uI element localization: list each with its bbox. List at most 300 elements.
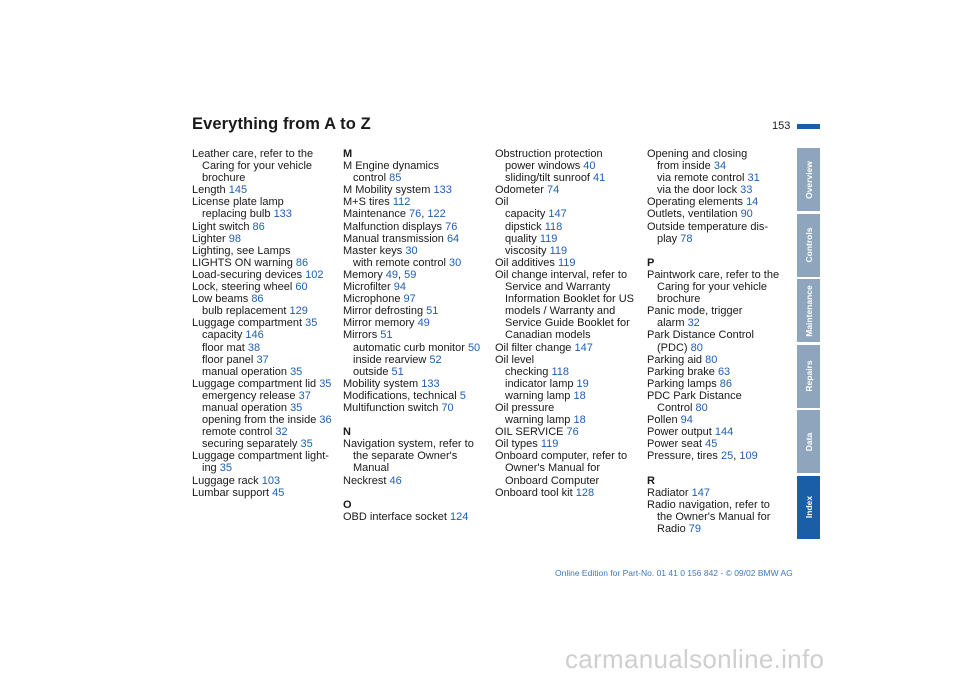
index-entry-text: models / Warranty and — [505, 305, 616, 318]
index-entry — [647, 208, 779, 220]
page-ref-link[interactable]: 5 — [459, 389, 466, 402]
page-ref-link[interactable]: 103 — [261, 474, 281, 487]
tab-label: Overview — [803, 160, 814, 199]
index-letter-heading — [343, 148, 480, 160]
index-entry — [495, 342, 634, 354]
page-ref-link[interactable]: 76 — [409, 208, 422, 221]
index-entry — [343, 184, 480, 196]
index-entry-text: Oil — [495, 196, 509, 209]
page-number-bar — [797, 124, 820, 129]
index-entry — [343, 462, 480, 474]
page-ref-link[interactable]: 133 — [273, 208, 292, 221]
index-entry-text: LIGHTS ON warning — [192, 256, 296, 269]
index-column-4 — [647, 148, 779, 535]
index-entry — [192, 172, 332, 184]
index-entry-text: Navigation system, refer to — [343, 438, 474, 451]
index-entry — [495, 378, 634, 390]
index-entry-text: Malfunction displays — [343, 220, 446, 233]
page-ref-link[interactable]: 86 — [251, 293, 264, 306]
index-entry-text: Operating elements — [647, 196, 747, 209]
index-entry — [647, 281, 779, 293]
index-entry — [192, 281, 332, 293]
index-entry-text: viscosity — [505, 244, 550, 257]
index-entry-text: Modifications, technical — [343, 389, 460, 402]
index-entry-text: manual operation — [202, 401, 291, 414]
tab-maintenance[interactable] — [797, 279, 820, 342]
index-entry — [192, 366, 332, 378]
index-entry — [495, 450, 634, 462]
page-ref-link[interactable]: 145 — [228, 184, 248, 197]
index-entry — [495, 438, 634, 450]
index-entry — [647, 172, 779, 184]
index-entry-text: with remote control — [353, 256, 449, 269]
index-entry — [192, 148, 332, 160]
index-entry-text: M Mobility system — [343, 184, 434, 197]
index-entry-text: Opening and closing — [647, 148, 748, 160]
index-entry-text: play — [657, 232, 681, 245]
index-entry-text: Lighting, see Lamps — [192, 244, 291, 257]
page-ref-link[interactable]: 33 — [740, 184, 753, 197]
index-entry — [647, 233, 779, 245]
page-ref-link[interactable]: 51 — [380, 329, 393, 342]
index-entry — [343, 475, 480, 487]
index-entry-text: Panic mode, trigger — [647, 305, 743, 318]
index-entry-text: Odometer — [495, 184, 547, 197]
page-ref-link[interactable]: 76 — [566, 426, 579, 439]
page-ref-link[interactable]: 36 — [319, 414, 332, 427]
page-ref-link[interactable]: 30 — [448, 256, 462, 269]
index-entry-text: Radio navigation, refer to — [647, 498, 770, 511]
page-ref-link[interactable]: 59 — [404, 268, 417, 281]
page-ref-link[interactable]: 35 — [290, 365, 303, 378]
index-entry — [343, 487, 480, 499]
index-letter-heading — [343, 499, 480, 511]
index-entry — [647, 390, 779, 402]
index-entry — [647, 184, 779, 196]
page-ref-link[interactable]: 31 — [747, 172, 760, 185]
page-ref-link[interactable]: 51 — [391, 365, 404, 378]
index-entry-text: Oil filter change — [495, 341, 575, 354]
index-entry — [495, 233, 634, 245]
index-entry-text: O — [343, 498, 352, 511]
index-entry — [192, 487, 332, 499]
index-entry — [647, 487, 779, 499]
index-entry-text: Load-securing devices — [192, 268, 306, 281]
index-entry-text: Mirror defrosting — [343, 305, 427, 318]
page-ref-link[interactable]: 112 — [392, 196, 411, 209]
index-entry — [192, 390, 332, 402]
tab-controls[interactable] — [797, 214, 820, 277]
index-column-3 — [495, 148, 634, 499]
page-ref-link[interactable]: 79 — [688, 522, 702, 535]
index-entry — [647, 462, 779, 474]
index-entry: Pressure, tires 25, 109 — [647, 450, 758, 463]
index-entry-text: Power output — [647, 426, 715, 439]
index-entry — [647, 523, 779, 535]
index-entry-text: Manual transmission — [343, 232, 447, 245]
index-entry-text: Radiator — [647, 486, 692, 499]
index-entry — [647, 196, 779, 208]
index-entry — [192, 184, 332, 196]
page-ref-link[interactable]: 102 — [305, 268, 324, 281]
index-entry-text: Park Distance Control — [647, 329, 754, 342]
index-entry — [647, 511, 779, 523]
index-entry-text: N — [343, 426, 351, 439]
page-ref-link[interactable]: 86 — [295, 256, 309, 269]
index-entry-text: Oil types — [495, 438, 541, 451]
index-entry-text: Mirror memory — [343, 317, 418, 330]
index-entry — [343, 378, 480, 390]
index-entry-text: Outside temperature dis- — [647, 220, 769, 233]
page-ref-link[interactable]: 32 — [275, 426, 288, 439]
index-entry — [192, 293, 332, 305]
page-ref-link[interactable]: 147 — [574, 341, 593, 354]
page-number: 153 — [772, 120, 791, 132]
index-entry-text: Luggage compartment — [192, 317, 306, 330]
index-entry — [647, 245, 779, 257]
index-entry-text: Mobility system — [343, 377, 422, 390]
index-entry-text: Lock, steering wheel — [192, 281, 296, 294]
index-entry-text: Oil change interval, refer to — [495, 268, 628, 281]
index-entry — [647, 160, 779, 172]
page-ref-link[interactable]: 34 — [713, 160, 727, 173]
index-entry — [647, 342, 779, 354]
index-entry-text: Canadian models — [505, 329, 591, 342]
page-ref-link[interactable]: 147 — [548, 208, 567, 221]
index-column-2 — [343, 148, 480, 523]
index-entry — [343, 354, 480, 366]
page-ref-link[interactable]: 144 — [714, 426, 734, 439]
index-entry-text: sliding/tilt sunroof — [505, 172, 594, 185]
index-entry-text: Leather care, refer to the — [192, 148, 314, 160]
page-ref-link[interactable]: 40 — [583, 160, 596, 173]
index-entry-text: Service Guide Booklet for — [505, 317, 630, 330]
index-letter-heading — [343, 426, 480, 438]
page-ref-link[interactable]: 51 — [426, 305, 439, 318]
index-entry — [343, 196, 480, 208]
page-ref-link[interactable]: 146 — [245, 329, 264, 342]
index-entry — [343, 257, 480, 269]
page-ref-link[interactable]: 35 — [219, 462, 232, 475]
index-entry-text: Parking brake — [647, 365, 718, 378]
page-ref-link[interactable]: 85 — [389, 172, 402, 185]
index-entry — [495, 196, 634, 208]
index-entry-text: OBD interface socket — [343, 510, 450, 523]
tab-label: Controls — [803, 227, 814, 263]
index-entry-text: outside — [353, 365, 392, 378]
page-ref-link[interactable]: 45 — [272, 486, 285, 499]
index-entry-text: Memory — [343, 268, 386, 281]
tab-label: Repairs — [803, 360, 814, 392]
index-entry — [343, 450, 480, 462]
index-entry — [495, 329, 634, 341]
index-entry-text: Radio — [657, 522, 689, 535]
index-entry — [343, 221, 480, 233]
page-ref-link[interactable]: 50 — [467, 341, 481, 354]
page-ref-link[interactable]: 98 — [228, 232, 241, 245]
page-ref-link[interactable]: 124 — [450, 510, 469, 523]
page-ref-link[interactable]: 70 — [441, 401, 454, 414]
page-ref-link[interactable]: 25 — [720, 450, 734, 463]
index-entry-text: Outlets, ventilation — [647, 208, 741, 221]
page-ref-link[interactable]: 35 — [305, 317, 318, 330]
index-entry-text: OIL SERVICE — [495, 426, 567, 439]
index-entry — [192, 196, 332, 208]
page-ref-link[interactable]: 118 — [544, 220, 563, 233]
index-entry — [495, 475, 634, 487]
tab-overview[interactable] — [797, 148, 820, 211]
page-ref-link[interactable]: 19 — [576, 377, 589, 390]
index-entry-text: Lighter — [192, 232, 229, 245]
index-entry — [647, 293, 779, 305]
index-entry-text: from inside — [657, 160, 714, 173]
index-entry — [495, 281, 634, 293]
index-entry-text: Paintwork care, refer to the — [647, 268, 780, 281]
page-ref-link[interactable]: 49 — [417, 317, 430, 330]
page-ref-link[interactable]: 119 — [549, 244, 568, 257]
tab-repairs[interactable] — [797, 345, 820, 408]
index-entry-text: Onboard tool kit — [495, 486, 576, 499]
index-letter-heading — [647, 475, 779, 487]
index-entry — [647, 378, 779, 390]
page-ref-link[interactable]: 109 — [739, 450, 758, 463]
index-entry — [192, 438, 332, 450]
index-entry-text: Luggage compartment lid — [192, 377, 320, 390]
index-entry-text: Onboard computer, refer to — [495, 450, 628, 463]
page-ref-link[interactable]: 49 — [385, 268, 399, 281]
page-ref-link[interactable]: 122 — [427, 208, 446, 221]
index-entry — [495, 462, 634, 474]
page-ref-link[interactable]: 30 — [405, 244, 418, 257]
index-entry-text: Owner's Manual for — [505, 462, 601, 475]
index-entry-text: Oil additives — [495, 256, 558, 269]
index-entry — [192, 317, 332, 329]
index-entry — [647, 402, 779, 414]
index-entry — [343, 329, 480, 341]
index-column-1 — [192, 148, 332, 499]
index-entry — [647, 354, 779, 366]
index-entry — [192, 160, 332, 172]
page-ref-link[interactable]: 80 — [690, 341, 703, 354]
index-entry-text: opening from the inside — [202, 414, 320, 427]
index-entry — [495, 487, 634, 499]
index-entry — [495, 208, 634, 220]
tab-index[interactable] — [797, 476, 820, 539]
index-entry-text: Control — [657, 401, 696, 414]
index-entry — [495, 148, 634, 160]
page-ref-link[interactable]: 129 — [289, 305, 308, 318]
index-entry — [192, 402, 332, 414]
page-ref-link[interactable]: 119 — [557, 256, 576, 269]
index-entry — [192, 257, 332, 269]
index-entry-text: Obstruction protection — [495, 148, 603, 160]
index-entry — [192, 269, 332, 281]
index-entry — [647, 366, 779, 378]
index-entry-text: alarm — [657, 317, 688, 330]
index-entry-text: Service and Warranty — [505, 281, 611, 294]
index-entry — [192, 342, 332, 354]
index-entry-text: floor panel — [202, 353, 257, 366]
index-entry — [192, 414, 332, 426]
index-entry — [192, 329, 332, 341]
page-ref-link[interactable]: 37 — [298, 389, 311, 402]
index-entry — [495, 390, 634, 402]
index-entry — [343, 317, 480, 329]
index-entry-text: bulb replacement — [202, 305, 290, 318]
index-letter-heading — [647, 257, 779, 269]
index-entry — [192, 245, 332, 257]
index-entry-text: Information Booklet for US — [505, 293, 635, 306]
index-entry — [192, 462, 332, 474]
index-entry — [647, 305, 779, 317]
index-entry — [343, 342, 480, 354]
tab-label: Data — [803, 432, 814, 452]
index-entry-text: remote control — [202, 426, 276, 439]
index-entry — [495, 184, 634, 196]
index-entry-text: quality — [505, 232, 540, 245]
index-entry-text: capacity — [202, 329, 246, 342]
index-entry — [192, 233, 332, 245]
page-ref-link[interactable]: 63 — [717, 365, 731, 378]
index-entry-text: P — [647, 256, 655, 269]
index-entry-text: ing — [202, 462, 220, 475]
page-ref-link[interactable]: 52 — [429, 353, 442, 366]
page-ref-link[interactable]: 80 — [695, 401, 708, 414]
index-entry — [343, 233, 480, 245]
page-ref-link[interactable]: 78 — [680, 232, 693, 245]
index-entry — [192, 208, 332, 220]
page-ref-link[interactable]: 86 — [719, 377, 733, 390]
index-entry — [192, 426, 332, 438]
index-entry — [495, 172, 634, 184]
page-ref-link[interactable]: 76 — [445, 220, 458, 233]
index-entry-text: replacing bulb — [202, 208, 274, 221]
page-ref-link[interactable]: 94 — [393, 281, 406, 294]
index-entry — [647, 499, 779, 511]
index-entry-text: via remote control — [657, 172, 748, 185]
page-ref-link[interactable]: 14 — [746, 196, 759, 209]
index-entry — [495, 366, 634, 378]
page-ref-link[interactable]: 38 — [247, 341, 261, 354]
page-ref-link[interactable]: 46 — [389, 474, 402, 487]
index-entry — [192, 305, 332, 317]
index-entry — [343, 511, 480, 523]
index-entry-text: Oil pressure — [495, 401, 555, 414]
index-entry-text: Luggage compartment light- — [192, 450, 329, 463]
edition-footer: Online Edition for Part-No. 01 41 0 156 842 - © 09/02 BMW AG — [555, 568, 793, 578]
page-ref-link[interactable]: 86 — [252, 220, 265, 233]
index-entry-text: PDC Park Distance — [647, 389, 742, 402]
index-entry-text: Parking lamps — [647, 377, 720, 390]
index-entry-text: R — [647, 474, 655, 487]
index-entry-text: via the door lock — [657, 184, 741, 197]
page-ref-link[interactable]: 90 — [740, 208, 753, 221]
index-entry-text: Oil level — [495, 353, 535, 366]
page-ref-link[interactable]: 94 — [680, 414, 693, 427]
page-ref-link[interactable]: 18 — [573, 414, 586, 427]
page-ref-link[interactable]: 60 — [295, 281, 308, 294]
page-ref-link[interactable]: 41 — [593, 172, 606, 185]
page-ref-link[interactable]: 35 — [300, 438, 313, 451]
index-entry — [495, 293, 634, 305]
index-entry — [343, 245, 480, 257]
index-entry-text: M — [343, 148, 353, 160]
page-ref-link[interactable]: 133 — [421, 377, 440, 390]
index-entry-text: Neckrest — [343, 474, 390, 487]
index-entry-text: inside rearview — [353, 353, 430, 366]
page-ref-link[interactable]: 118 — [551, 365, 570, 378]
index-entry-text: Onboard Computer — [505, 474, 600, 487]
index-entry-text: License plate lamp — [192, 196, 284, 209]
page-ref-link[interactable]: 35 — [319, 377, 332, 390]
page-ref-link[interactable]: 64 — [446, 232, 460, 245]
index-entry-text: Lumbar support — [192, 486, 273, 499]
index-entry-text: checking — [505, 365, 552, 378]
tab-label: Maintenance — [803, 284, 814, 337]
index-entry-text: power windows — [505, 160, 584, 173]
page-ref-link[interactable]: 37 — [256, 353, 269, 366]
index-entry — [647, 221, 779, 233]
index-entry-text: Microfilter — [343, 281, 394, 294]
index-entry-text: Luggage rack — [192, 474, 262, 487]
index-entry — [343, 414, 480, 426]
index-entry-text: Pressure, tires — [647, 450, 721, 463]
index-entry-text: securing separately — [202, 438, 301, 451]
index-entry-text: capacity — [505, 208, 549, 221]
index-entry — [192, 221, 332, 233]
index-entry — [343, 305, 480, 317]
tab-data[interactable] — [797, 410, 820, 473]
page-ref-link[interactable]: 128 — [575, 486, 595, 499]
index-entry-text: brochure — [657, 293, 701, 306]
tab-label: Index — [803, 496, 814, 519]
page-ref-link[interactable]: 119 — [540, 438, 559, 451]
index-entry-text: emergency release — [202, 389, 299, 402]
page-ref-link[interactable]: 32 — [687, 317, 700, 330]
index-entry — [192, 450, 332, 462]
page-ref-link[interactable]: 97 — [403, 293, 416, 306]
index-entry-text: Manual — [353, 462, 390, 475]
index-entry — [495, 414, 634, 426]
index-entry — [647, 317, 779, 329]
index-entry-text: Caring for your vehicle — [657, 281, 768, 294]
page-ref-link[interactable]: 133 — [433, 184, 452, 197]
index-entry-text: Power seat — [647, 438, 706, 451]
index-entry-text: M+S tires — [343, 196, 393, 209]
index-entry — [343, 293, 480, 305]
index-entry-text: indicator lamp — [505, 377, 577, 390]
index-entry — [343, 281, 480, 293]
page-ref-link[interactable]: 45 — [705, 438, 718, 451]
page-ref-link[interactable]: 18 — [573, 389, 586, 402]
index-entry-text: Caring for your vehicle — [202, 160, 313, 173]
page-ref-link[interactable]: 35 — [290, 401, 303, 414]
index-entry — [343, 402, 480, 414]
page-ref-link[interactable]: 119 — [539, 232, 558, 245]
index-entry — [343, 172, 480, 184]
index-entry — [495, 354, 634, 366]
page-ref-link[interactable]: 147 — [691, 486, 710, 499]
index-entry-text: Low beams — [192, 293, 252, 306]
index-entry-text: Length — [192, 184, 229, 197]
page-ref-link[interactable]: 74 — [546, 184, 560, 197]
index-entry-text: manual operation — [202, 365, 291, 378]
index-entry-text: brochure — [202, 172, 246, 185]
section-tabs — [797, 148, 820, 542]
index-entry-text: Parking aid — [647, 353, 706, 366]
index-entry — [343, 160, 480, 172]
page-ref-link[interactable]: 80 — [705, 353, 718, 366]
